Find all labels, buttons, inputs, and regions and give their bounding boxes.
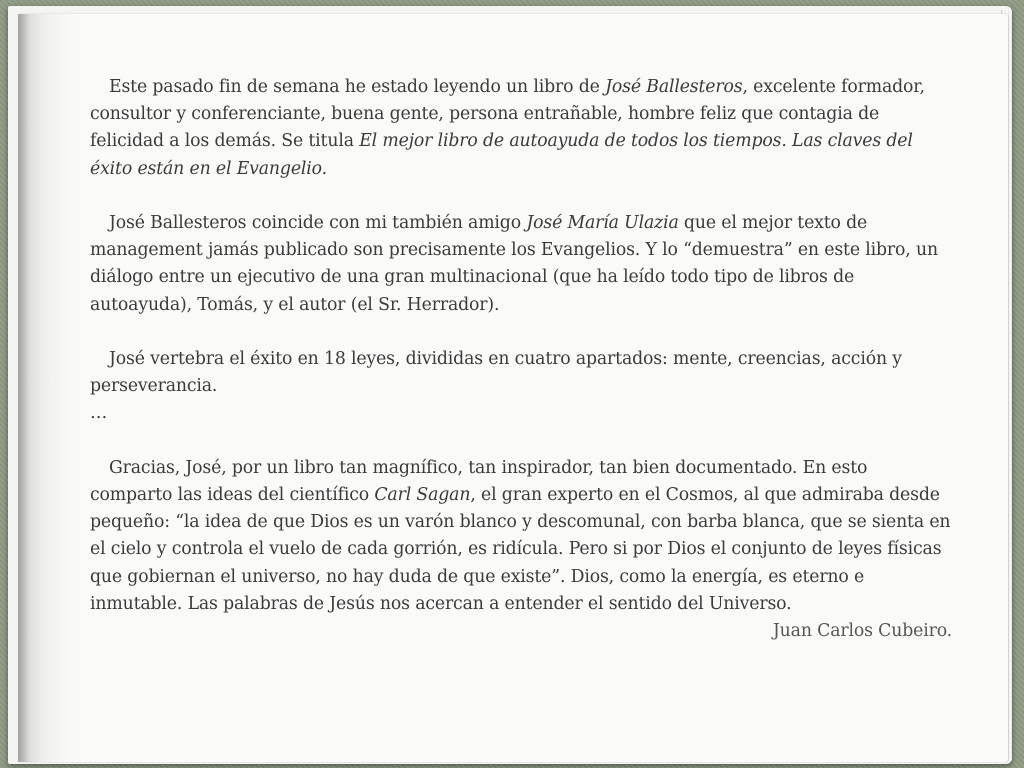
text-segment: José vertebra el éxito en 18 leyes, divididas en cuatro apartados: mente, creencias, acción y perseverancia. <box>90 349 902 397</box>
author-name-link: José Ballesteros <box>605 77 743 97</box>
text-segment: Gracias, José, por un libro tan magnífico, tan inspirador, tan bien documentado. En esto comparto las ideas del científico <box>90 457 868 505</box>
paragraph-intro <box>90 74 952 183</box>
text-segment: que el mejor texto de management jamás publicado son precisamente los Evangelios. Y lo “demuestra” en este libro, un diálogo entre un ejecutivo de una gran multinacional (que ha leído todo tipo de libros de autoayuda), Tomás, y el autor (el Sr. Herrador). <box>90 213 938 315</box>
binding-shadow <box>18 14 76 762</box>
text-segment: , excelente formador, consultor y conferenciante, buena gente, persona entrañable, hombre feliz que contagia de felicidad a los demás. Se titula <box>90 77 925 152</box>
text-segment: José Ballesteros coincide con mi también amigo <box>109 213 527 233</box>
paragraph-laws <box>90 346 952 400</box>
text-segment: , el gran experto en el Cosmos, al que admiraba desde pequeño: “la idea de que Dios es un varón blanco y descomunal, con barba blanca, que se sienta en el cielo y controla el vuelo de cada gorrión, es ridícula. Pero si por Dios el conjunto de leyes físicas que gobiernan el universo, no hay duda de que existe”. Dios, como la energía, es eterno e inmutable. Las palabras de Jesús nos acercan a entender el sentido del Universo. <box>90 485 951 614</box>
person-name: José María Ulazia <box>526 213 679 233</box>
signature: Juan Carlos Cubeiro. <box>772 621 952 642</box>
ellipsis: … <box>90 403 108 424</box>
book-title: El mejor libro de autoayuda de todos los tiempos. Las claves del éxito están en el Evangelio. <box>90 131 913 179</box>
paragraph-gratitude <box>90 455 952 618</box>
article-text <box>90 74 952 645</box>
paragraph-management <box>90 210 952 319</box>
text-segment: Este pasado fin de semana he estado leyendo un libro de <box>109 77 606 97</box>
person-name: Carl Sagan <box>374 485 471 505</box>
